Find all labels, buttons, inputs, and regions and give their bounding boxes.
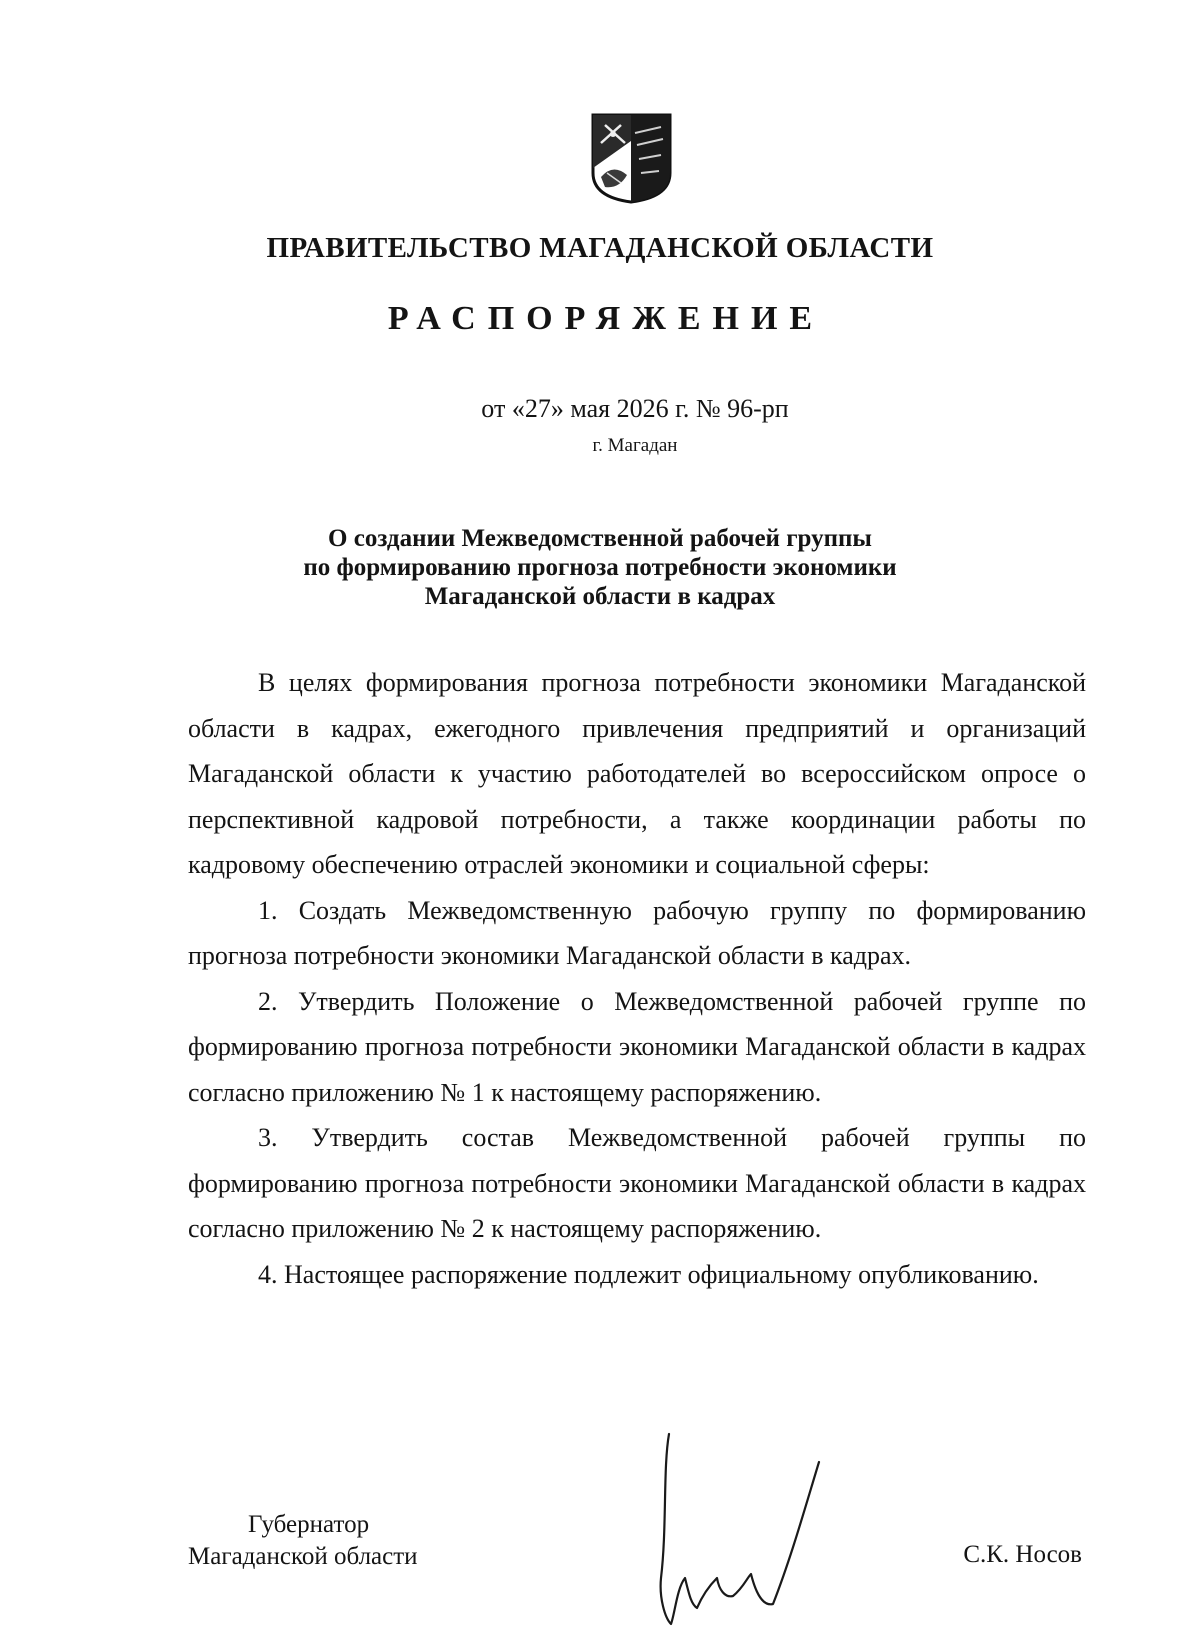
organization-title: ПРАВИТЕЛЬСТВО МАГАДАНСКОЙ ОБЛАСТИ [266,232,934,264]
document-type-title: РАСПОРЯЖЕНИЕ [387,300,825,337]
position-line: Магаданской области [188,1543,418,1570]
signatory-position [188,1509,418,1573]
position-line: Губернатор [248,1511,370,1538]
order-item-4: 4. Настоящее распоряжение подлежит официальному опубликованию. [258,1259,1039,1289]
order-item-1: 1. Создать Межведомственную рабочую группу по формированию прогноза потребности экономики Магаданской области в кадрах. [188,895,1086,970]
document-city: г. Магадан [592,435,678,456]
subject-line: О создании Межведомственной рабочей группы [328,525,872,552]
signatory-name: С.К. Носов [963,1541,1082,1568]
magadan-coat-of-arms-icon [591,113,672,204]
document-subject [0,524,1200,611]
order-item-2: 2. Утвердить Положение о Межведомственной рабочей группе по формированию прогноза потребности экономики Магаданской области в кадрах согласно приложению № 1 к настоящему распоряжению. [188,986,1086,1107]
order-item-3: 3. Утвердить состав Межведомственной рабочей группы по формированию прогноза потребности экономики Магаданской области в кадрах согласно приложению № 2 к настоящему распоряжению. [188,1123,1086,1243]
subject-line: Магаданской области в кадрах [424,583,776,610]
preamble-paragraph: В целях формирования прогноза потребности экономики Магаданской области в кадрах, ежегодного привлечения предприятий и организаций Магаданской области к участию работодателей во всероссийском опросе о перспективной кадровой потребности, а также координации работы по кадровому обеспечению отраслей экономики и социальной сферы: [188,668,1086,879]
subject-line: по формированию прогноза потребности экономики [303,554,897,581]
document-date-number: от «27» мая 2026 г. № 96-рп [481,394,789,423]
handwritten-signature-icon [655,1428,825,1638]
document-body [188,660,1086,1297]
